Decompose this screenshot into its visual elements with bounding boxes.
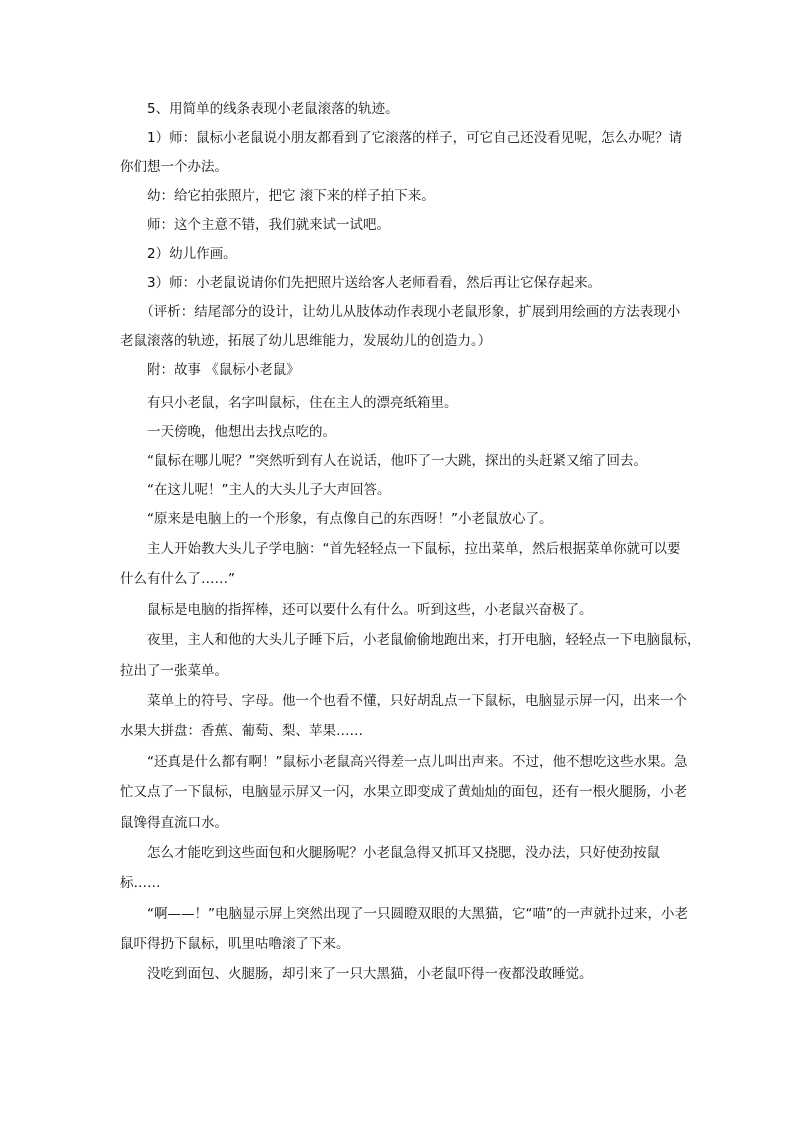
text-line: 3）师：小老鼠说请你们先把照片送给客人老师看看，然后再让它保存起来。: [120, 275, 602, 291]
text-line: “原来是电脑上的一个形象，有点像自己的东西呀！”小老鼠放心了。: [120, 511, 553, 527]
text-line: 1）师：鼠标小老鼠说小朋友都看到了它滚落的样子，可它自己还没看见呢，怎么办呢？请: [120, 130, 683, 146]
text-block-story-body: [120, 534, 701, 990]
text-line: 夜里，主人和他的大头儿子睡下后，小老鼠偷偷地跑出来，打开电脑，轻轻点一下电脑鼠标，: [120, 632, 701, 649]
text-line: 有只小老鼠，名字叫鼠标，住在主人的漂亮纸箱里。: [120, 395, 458, 411]
text-line: 2）幼儿作画。: [120, 246, 237, 262]
text-line: 你们想一个办法。: [120, 159, 228, 175]
text-line: 忙又点了一下鼠标，电脑显示屏又一闪，水果立即变成了黄灿灿的面包，还有一根火腿肠，小老: [120, 784, 687, 801]
text-line: “鼠标在哪儿呢？”突然听到有人在说话，他吓了一大跳，探出的头赶紧又缩了回去。: [120, 453, 647, 469]
text-line: “啊——！”电脑显示屏上突然出现了一只圆瞪双眼的大黑猫，它“喵”的一声就扑过来，小老: [120, 905, 688, 922]
text-line: “还真是什么都有啊！”鼠标小老鼠高兴得差一点儿叫出声来。不过，他不想吃这些水果。急: [120, 753, 688, 770]
text-line: 5、用简单的线条表现小老鼠滚落的轨迹。: [120, 101, 399, 117]
story-title: 附：故事 《鼠标小老鼠》: [120, 362, 300, 378]
text-line: 菜单上的符号、字母。他一个也看不懂，只好胡乱点一下鼠标，电脑显示屏一闪，出来一个: [120, 692, 687, 709]
text-block-story-intro: [120, 389, 676, 534]
text-line: 怎么才能吃到这些面包和火腿肠呢？小老鼠急得又抓耳又挠腮，没办法，只好使劲按鼠: [120, 844, 660, 861]
text-line: （评析：结尾部分的设计，让幼儿从肢体动作表现小老鼠形象，扩展到用绘画的方法表现小: [120, 304, 681, 320]
text-block-upper: [120, 95, 683, 385]
text-line: 鼠馋得直流口水。: [120, 814, 228, 831]
text-line: 鼠吓得扔下鼠标，叽里咕噜滚了下来。: [120, 936, 350, 953]
text-line: 一天傍晚，他想出去找点吃的。: [120, 424, 336, 440]
text-line: 拉出了一张菜单。: [120, 662, 228, 679]
text-line: 水果大拼盘：香蕉、葡萄、梨、苹果……: [120, 723, 363, 740]
text-line: 标……: [120, 875, 161, 892]
text-line: 鼠标是电脑的指挥棒，还可以要什么有什么。听到这些，小老鼠兴奋极了。: [120, 601, 593, 618]
text-line: 幼：给它拍张照片，把它 滚下来的样子拍下来。: [120, 188, 435, 204]
text-line: 师：这个主意不错，我们就来试一试吧。: [120, 217, 390, 233]
text-line: 老鼠滚落的轨迹，拓展了幼儿思维能力，发展幼儿的创造力。）: [120, 333, 492, 349]
text-line: “在这儿呢！”主人的大头儿子大声回答。: [120, 482, 391, 498]
text-line: 什么有什么了……”: [120, 571, 235, 588]
text-line: 主人开始教大头儿子学电脑：“首先轻轻点一下鼠标，拉出菜单，然后根据菜单你就可以要: [120, 541, 681, 557]
text-line: 没吃到面包、火腿肠，却引来了一只大黑猫，小老鼠吓得一夜都没敢睡觉。: [120, 966, 593, 983]
